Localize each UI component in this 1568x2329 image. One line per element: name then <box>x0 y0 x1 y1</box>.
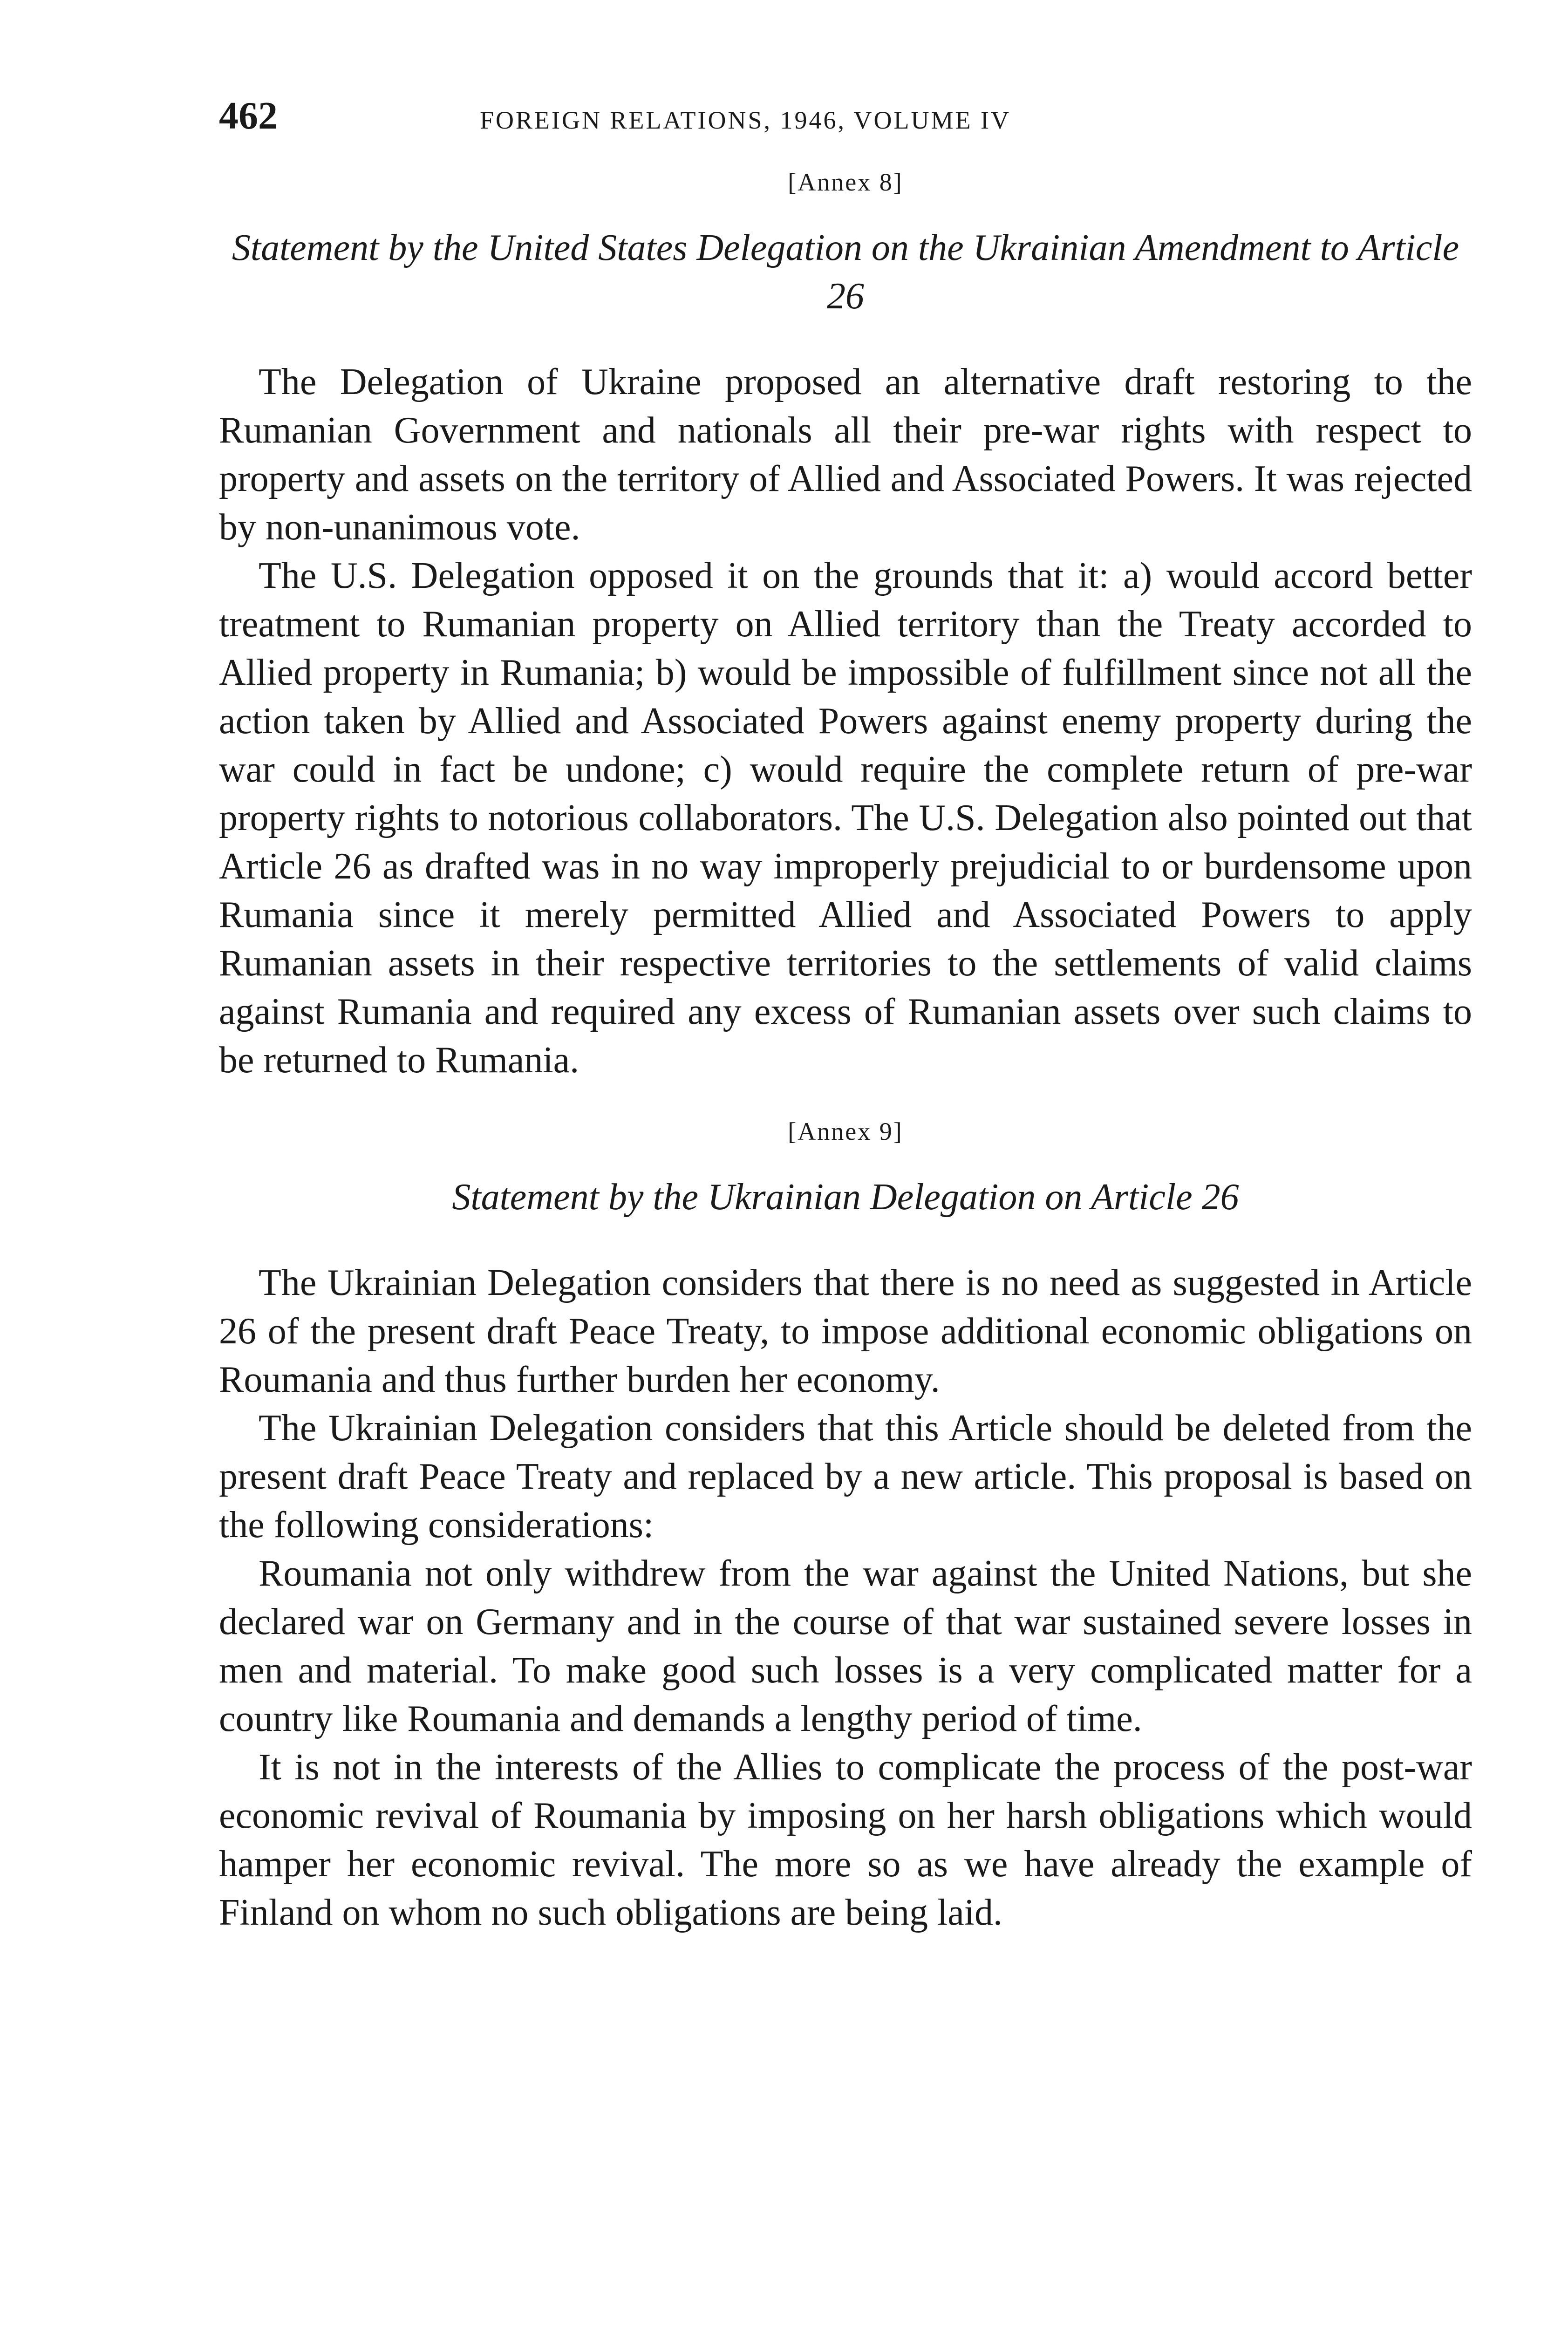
running-head <box>219 93 1472 149</box>
page-number: 462 <box>219 94 278 137</box>
annex-9-section <box>219 1117 1472 1937</box>
annex-9-heading: Statement by the Ukrainian Delegation on Article 26 <box>452 1177 1239 1218</box>
annex-9-label: [Annex 9] <box>788 1117 903 1145</box>
annex-8-heading: Statement by the United States Delegation on the Ukrainian Amendment to Article 26 <box>232 227 1459 317</box>
annex-8-label: [Annex 8] <box>788 168 903 196</box>
annex-8-body <box>219 358 1472 1084</box>
running-title: FOREIGN RELATIONS, 1946, VOLUME IV <box>480 106 1011 134</box>
paragraph: The U.S. Delegation opposed it on the grounds that it: a) would accord better treatment to Rumanian property on Allied territory than the Treaty accorded to Allied property in Rumania; b) would be impossible of fulfillment since not all the action taken by Allied and Associated Powers against enemy property during the war could in fact be undone; c) would require the complete return of pre-war property rights to notorious collaborators. The U.S. Delegation also pointed out that Article 26 as drafted was in no way improperly prejudicial to or burdensome upon Rumania since it merely permitted Allied and Associated Powers to apply Rumanian assets in their respective territories to the settlements of valid claims against Rumania and required any excess of Rumanian assets over such claims to be returned to Rumania. <box>219 555 1472 1081</box>
paragraph: The Ukrainian Delegation considers that this Article should be deleted from the present draft Peace Treaty and replaced by a new article. This proposal is based on the following considerations: <box>219 1408 1472 1546</box>
paragraph: The Delegation of Ukraine proposed an alternative draft restoring to the Rumanian Government and nationals all their pre-war rights with respect to property and assets on the territory of Allied and Associated Powers. It was rejected by non-unanimous vote. <box>219 361 1472 548</box>
paragraph: It is not in the interests of the Allies to complicate the process of the post-war economic revival of Roumania by imposing on her harsh obligations which would hamper her economic revival. The more so as we have already the example of Finland on whom no such obligations are being laid. <box>219 1747 1472 1933</box>
paragraph: The Ukrainian Delegation considers that there is no need as suggested in Article 26 of the present draft Peace Treaty, to impose additional economic obligations on Roumania and thus further burden her economy. <box>219 1262 1472 1400</box>
annex-8-section <box>219 168 1472 1084</box>
document-page <box>219 93 1472 1969</box>
annex-9-body <box>219 1259 1472 1937</box>
paragraph: Roumania not only withdrew from the war against the United Nations, but she declared war on Germany and in the course of that war sustained severe losses in men and material. To make good such losses is a very complicated matter for a country like Roumania and demands a lengthy period of time. <box>219 1553 1472 1739</box>
